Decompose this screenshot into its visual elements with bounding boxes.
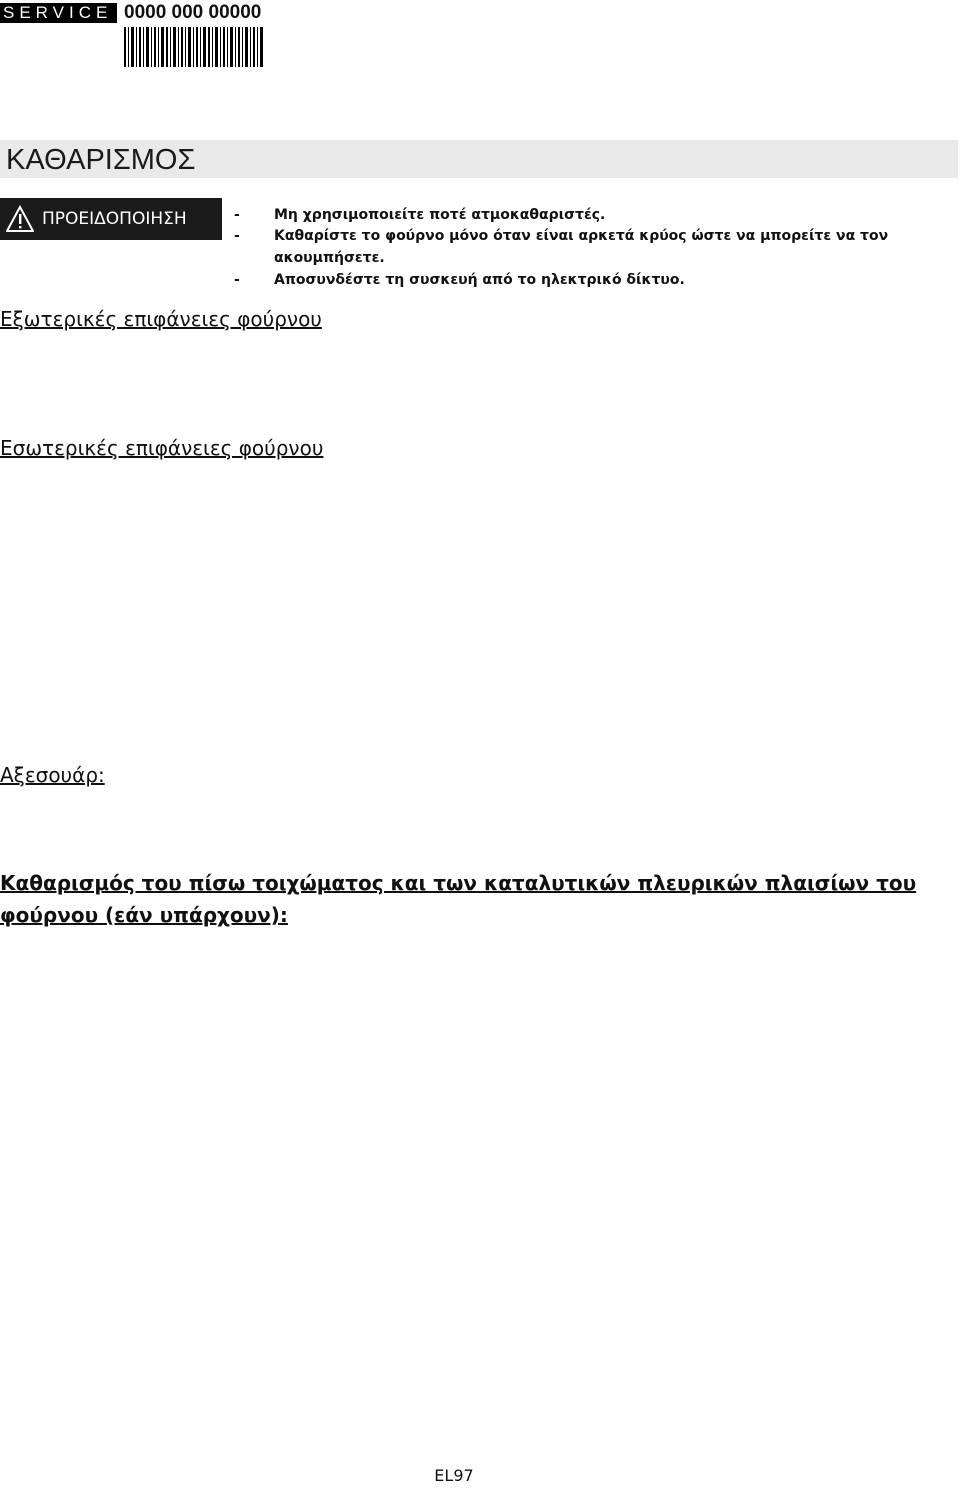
- catalytic-important: [0, 932, 960, 995]
- page-number: EL97: [434, 1466, 474, 1485]
- warning-item: - Αποσυνδέστε τη συσκευή από το ηλεκτρικό δίκτυο.: [234, 272, 685, 288]
- service-label: SERVICE: [0, 3, 117, 23]
- list-item: [0, 575, 960, 596]
- list-item: [0, 998, 960, 1040]
- exterior-important: [0, 336, 960, 378]
- service-number: 0000 000 00000: [124, 2, 262, 23]
- list-item: [0, 510, 960, 573]
- interior-heading: Εσωτερικές επιφάνειες φούρνου: [0, 436, 324, 460]
- warning-icon: [6, 205, 34, 233]
- warning-label: ΠΡΟΕΙΔΟΠΟΙΗΣΗ: [42, 209, 187, 229]
- catalytic-heading-cont: φούρνου (εάν υπάρχουν):: [0, 903, 288, 927]
- accessories-heading: Αξεσουάρ:: [0, 763, 105, 787]
- interior-important: [0, 466, 960, 508]
- list-item: [0, 640, 960, 682]
- section-heading-bar: [0, 140, 958, 178]
- page-title: ΚΑΘΑΡΙΣΜΟΣ: [6, 144, 196, 176]
- list-item: [0, 836, 960, 857]
- list-item: [0, 380, 960, 422]
- warning-box: [0, 198, 222, 240]
- list-item: [0, 793, 960, 835]
- list-item: [0, 1041, 960, 1062]
- warning-item: - Μη χρησιμοποιείτε ποτέ ατμοκαθαριστές.: [234, 207, 606, 223]
- warning-item-cont: ακουμπήσετε.: [274, 250, 385, 266]
- warning-item: - Καθαρίστε το φούρνο μόνο όταν είναι αρκετά κρύος ώστε να μπορείτε να τον: [234, 228, 889, 244]
- interior-note: [0, 684, 960, 747]
- intro-paragraph: [0, 72, 960, 114]
- exterior-heading: Εξωτερικές επιφάνειες φούρνου: [0, 307, 322, 331]
- list-item: [0, 597, 960, 639]
- barcode-icon: [124, 27, 264, 67]
- catalytic-heading: Καθαρισμός του πίσω τοιχώματος και των καταλυτικών πλευρικών πλαισίων του: [0, 871, 917, 895]
